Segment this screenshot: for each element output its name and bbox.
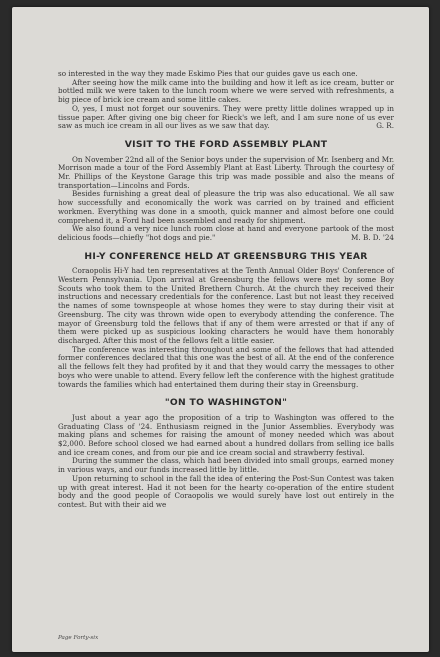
intro-paragraph-3-text: O, yes, I must not forget our souvenirs. They were pretty little dolines wrapped up in tissue paper. After giving one big cheer for Rieck's we left, and I am sure none of us ever saw as much ice cream in all our lives as we saw that day. — [58, 103, 394, 131]
washington-paragraph-3: Upon returning to school in the fall the idea of entering the Post-Sun Contest was taken up with great interest. Had it not been for the hearty co-operation of the entire student body and the good people of Coraopolis we would surely have lost out entirely in the contest. But with their aid we — [58, 473, 394, 509]
intro-signature: G. R. — [376, 121, 394, 131]
washington-heading: "ON TO WASHINGTON" — [164, 397, 288, 409]
ford-signature: M. B. D. '24 — [351, 232, 394, 242]
hiy-paragraph-2: The conference was interesting throughout and some of the fellows that had attended former conferences declared that this one was the best of all. At the end of the conference all the fellows felt they had profited by it and that they would carry the messages to other boys who were unable to attend. Every fellow left the conference with the highest gratitude towards the families which had entertained them during their stay in Greensburg. — [58, 344, 394, 389]
ford-paragraph-2: Besides furnishing a great deal of pleasure the trip was also educational. We all saw how successfully and economically the work was carried on by trained and efficient workmen. Everything was done in a smooth, quick manner and almost before one could comprehend it, a Ford had been assembled and ready for shipment. — [58, 189, 394, 225]
document-page — [12, 7, 429, 652]
hiy-heading: HI-Y CONFERENCE HELD AT GREENSBURG THIS YEAR — [84, 250, 368, 262]
intro-paragraph-3 — [58, 105, 394, 131]
ford-paragraph-3-text: We also found a very nice lunch room close at hand and everyone partook of the most delicious foods—chiefly "hot dogs and pie." — [58, 224, 394, 242]
intro-paragraph-2: After seeing how the milk came into the building and how it left as ice cream, butter or bottled milk we were taken to the lunch room where we were served with refreshments, a big piece of brick ice cream and some little cakes. — [58, 77, 394, 105]
ford-paragraph-3 — [58, 225, 394, 242]
intro-paragraph-1: so interested in the way they made Eskimo Pies that our guides gave us each one. — [58, 69, 358, 78]
ford-paragraph-1: On November 22nd all of the Senior boys under the supervision of Mr. Isenberg and Mr. Morrison made a tour of the Ford Assembly Plant at East Liberty. Through the courtesy of Mr. Phillips of the Keystone Garage this trip was made possible and also the means of transportation—Lincolns and Fords. — [58, 154, 395, 190]
page-content — [58, 70, 394, 510]
washington-paragraph-1: Just about a year ago the proposition of a trip to Washington was offered to the Graduating Class of '24. Enthusiasm reigned in the Junior Assemblies. Everybody was making plans and schemes for raising the amount of money needed which was about $2,000. Before school closed we had earned about a hundred dollars from selling ice balls and ice cream cones, and from our pie and ice cream social and strawberry festival. — [58, 412, 394, 457]
hiy-paragraph-1: Coraopolis Hi-Y had ten representatives at the Tenth Annual Older Boys' Conference of Western Pennsylvania. Upon arrival at Greensburg the fellows were met by some Boy Scouts who took them to the United Brethern Church. At the church they received their instructions and necessary credentials for the conference. Last but not least they received the names of some townspeople at whose homes they were to stay during their visit at Greensburg. The city was thrown wide open to everybody attending the conference. The mayor of Greensburg told the fellows that if any of them were arrested or that if any of them were picked up as suspicious looking characters he would have them honorably discharged. After this most of the fellows felt a little easier. — [58, 266, 394, 345]
ford-heading: VISIT TO THE FORD ASSEMBLY PLANT — [124, 138, 328, 150]
washington-paragraph-2: During the summer the class, which had been divided into small groups, earned money in various ways, and our funds increased little by little. — [58, 456, 394, 475]
page-number: Page Forty-six — [58, 635, 99, 641]
